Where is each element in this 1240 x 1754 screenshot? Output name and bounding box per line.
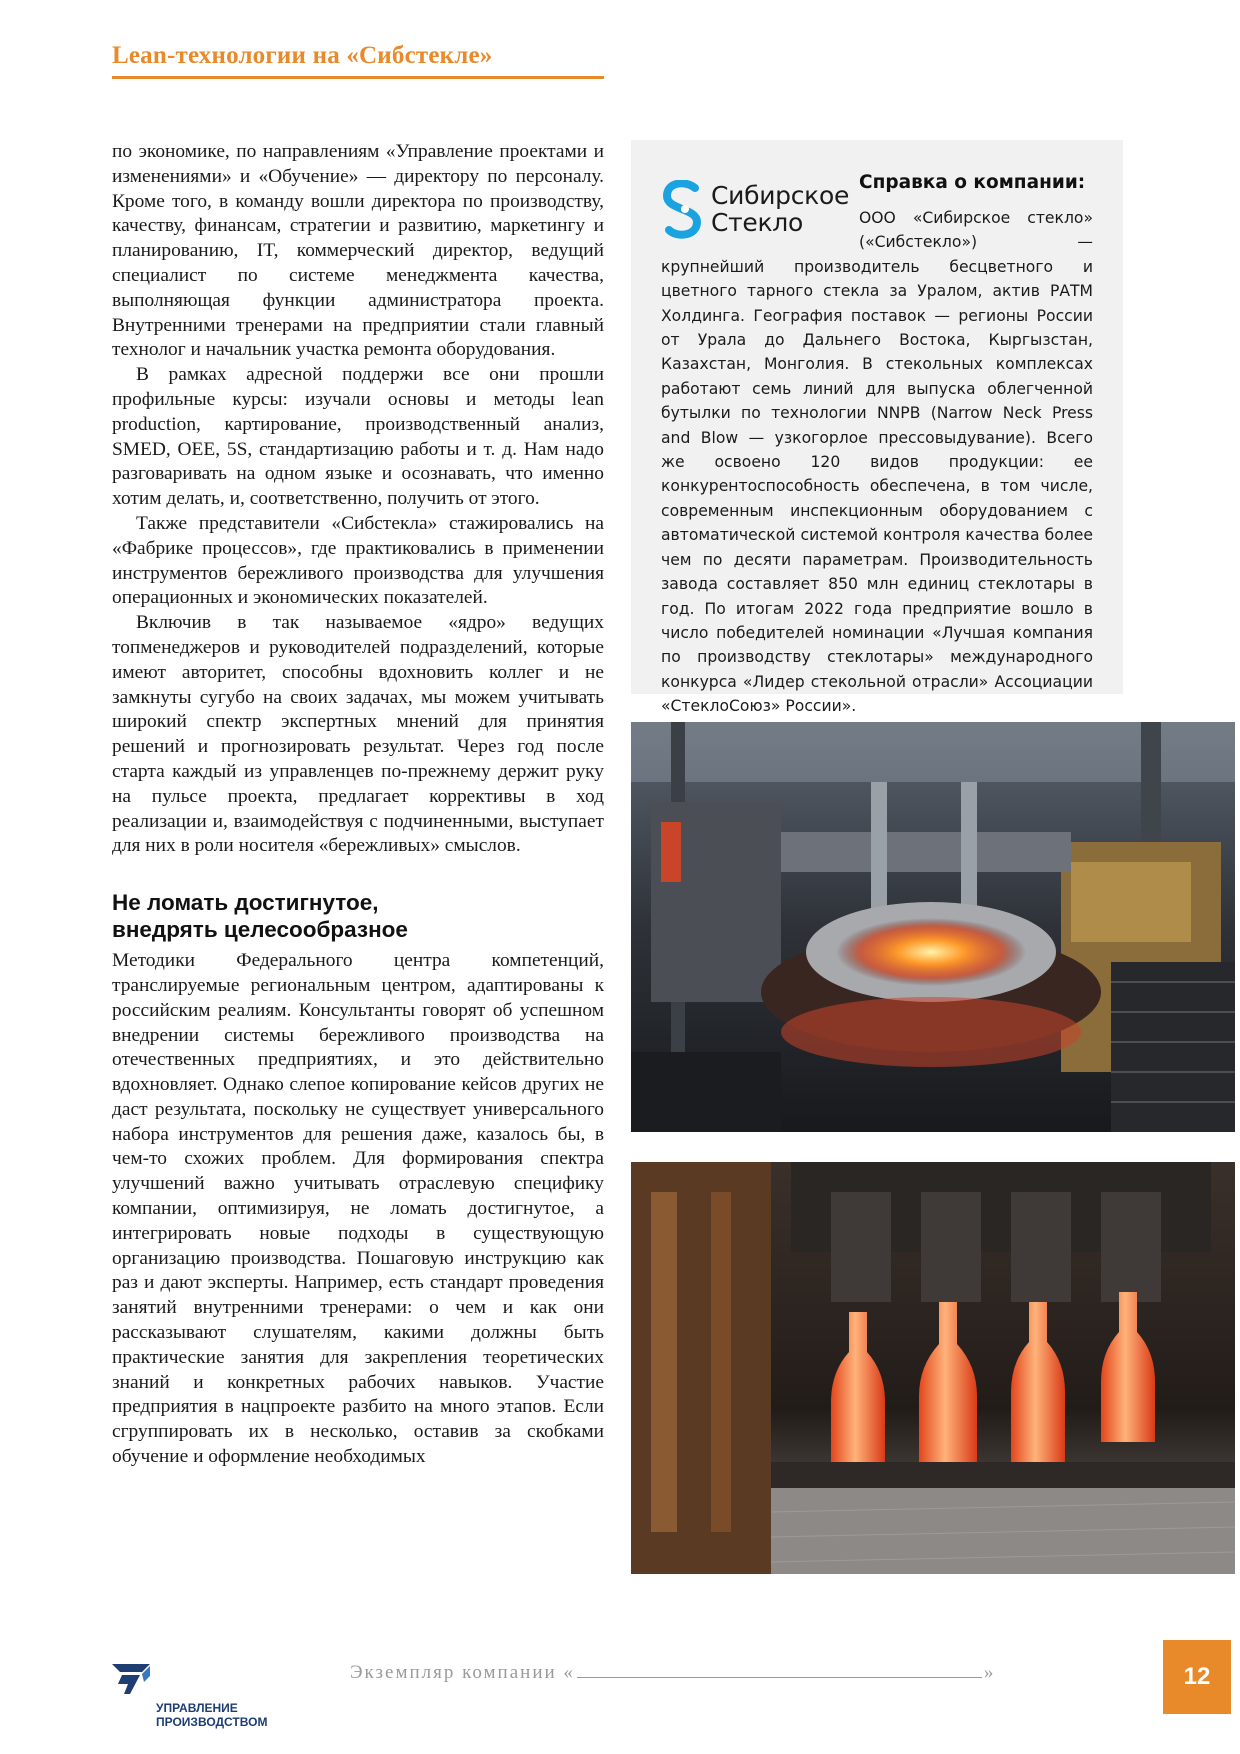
- footer-brand-logo: [112, 1662, 282, 1729]
- page-number: 12: [1163, 1640, 1231, 1714]
- hot-glass-bottles-photo: [631, 1162, 1235, 1574]
- title-rule: [112, 76, 604, 79]
- logo-wordmark: [711, 182, 849, 236]
- glass-press-machine-photo: [631, 722, 1235, 1132]
- infobox-body: ООО «Сибирское стекло» («Сибстекло») — крупнейший производитель бесцветного и цветного тарного стекла за Уралом, актив РАТМ Холдинга. География поставок — регионы России от Урала до Дальнего Востока, Кыргызстан, Казахстан, Монголия. В стекольных комплексах работают семь линий для выпуска облегченной бутылки по технологии NNPB (Narrow Neck Press and Blow — узкогорлое прессовыдувание). Всего же освоено 120 видов продукции: ее конкурентоспособность обеспечена, в том числе, современным инспекционным оборудованием с автоматической системой контроля качества более чем по десяти параметрам. Производительность завода составляет 850 млн единиц стеклотары в год. По итогам 2022 года предприятие вошло в число победителей номинации «Лучшая компания по производству стеклотары» международного конкурса «Лидер стекольной отрасли» Ассоциации «СтеклоСоюз» России».: [661, 209, 1093, 716]
- infobox-title: Справка о компании:: [859, 172, 1086, 193]
- footer-brand-text: [156, 1701, 267, 1729]
- copy-owner-prefix: Экземпляр компании «: [350, 1662, 575, 1683]
- sibstek-logo: [661, 170, 849, 248]
- footer-brand-line: ПРОИЗВОДСТВОМ: [156, 1715, 268, 1729]
- logo-line: Сибирское: [711, 181, 850, 210]
- hot-glass-bottles-illustration: [631, 1162, 1235, 1574]
- copy-owner-blank: [577, 1660, 982, 1678]
- company-infobox: [631, 140, 1123, 716]
- section-heading: [112, 889, 604, 943]
- article-column: [112, 140, 604, 1470]
- article-paragraph: Методики Федерального центра компетенций, транслируемые региональным центром, адаптированы к российским реалиям. Консультанты говорят об успешном внедрении системы бережливого производства на отечественных предприятиях, и это действительно вдохновляет. Однако слепое копирование кейсов других не даст результата, поскольку не существует универсального набора инструментов для решения даже, казалось бы, в чем-то схожих проблем. Для формирования спектра улучшений важно учитывать отраслевую специфику компании, оптимизируя, не ломать достигнутое, а интегрировать новые подходы в существующую организацию производства. Пошаговую инструкцию как раз и дают эксперты. Например, есть стандарт проведения занятий внутренними тренерами: о чем и как они рассказывают слушателям, какими должны быть практические занятия для закрепления теоретических знаний и конкретных рабочих навыков. Участие предприятия в нацпроекте разбито на много этапов. Если сгруппировать их в несколько, оставив за скобками обучение и оформление необходимых: [112, 950, 604, 1468]
- footer-brand-line: УПРАВЛЕНИЕ: [156, 1701, 238, 1715]
- copy-owner-line: [350, 1660, 1030, 1684]
- copy-owner-suffix: »: [983, 1662, 996, 1683]
- article-paragraph: по экономике, по направлениям «Управление проектами и изменениями» и «Обучение» — директору по персоналу. Кроме того, в команду вошли директора по производству, качеству, финансам, стратегии и развитию, маркетингу и планированию, IT, коммерческий директор, ведущий специалист по системе менеджмента качества, выполняющая функции администратора проекта. Внутренними тренерами на предприятии стали главный технолог и начальник участка ремонта оборудования.: [112, 141, 604, 361]
- section-heading-line: внедрять целесообразное: [112, 917, 408, 943]
- logo-line: Стекло: [711, 208, 803, 237]
- article-paragraph: В рамках адресной поддержи все они прошли профильные курсы: изучали основы и методы lean production, картирование, производственный анализ, SMED, OEE, 5S, стандартизацию работы и т. д. Нам надо разговаривать на одном языке и осознавать, что именно хотим делать, и, соответственно, получить от этого.: [112, 364, 604, 510]
- sibstek-s-logo-icon: [661, 180, 705, 240]
- running-title: Lean-технологии на «Сибстекле»: [112, 42, 493, 69]
- section-heading-line: Не ломать достигнутое,: [112, 890, 379, 916]
- article-paragraph: Также представители «Сибстекла» стажировались на «Фабрике процессов», где практиковались в применении инструментов бережливого производства для улучшения операционных и экономических показателей.: [112, 512, 604, 609]
- upravlenie-proizvodstvom-logo-icon: [112, 1662, 152, 1696]
- article-paragraph: Включив в так называемое «ядро» ведущих топменеджеров и руководителей подразделений, которые имеют авторитет, способны вдохновить коллег и не замкнуты сугубо на своих задачах, мы можем учитывать широкий спектр экспертных мнений для принятия решений и прогнозировать результат. Через год после старта каждый из управленцев по-прежнему держит руку на пульсе проекта, предлагает коррективы в ход реализации и, взаимодействуя с подчиненными, выступает для них в роли носителя «бережливых» смыслов.: [112, 612, 604, 857]
- glass-press-machine-illustration: [631, 722, 1235, 1132]
